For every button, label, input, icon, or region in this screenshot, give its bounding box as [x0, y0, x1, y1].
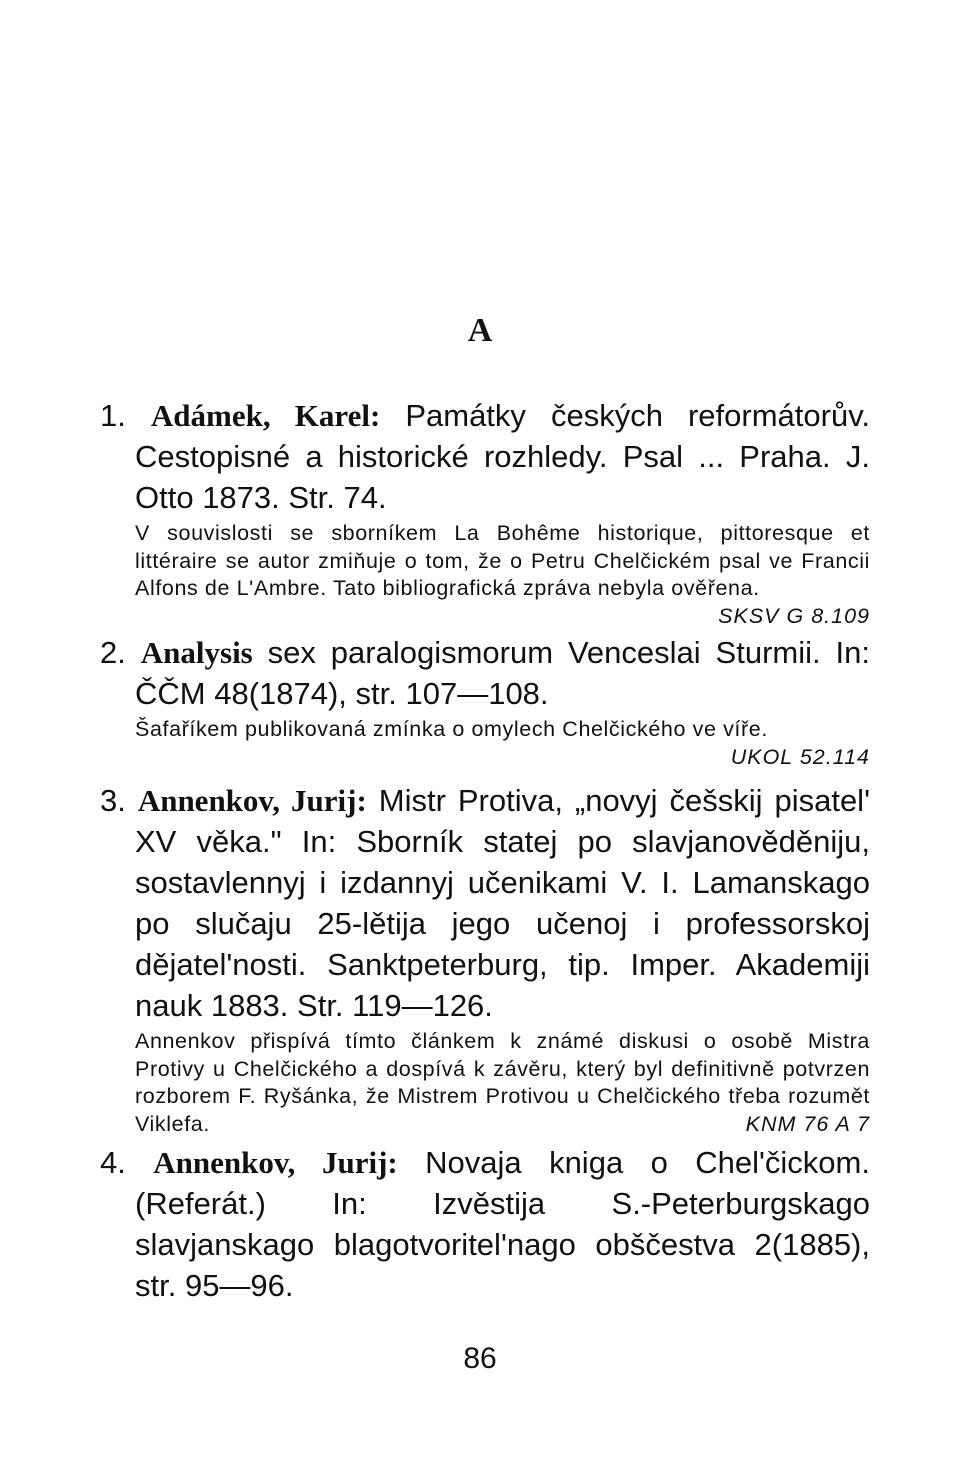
bibliography-entry [100, 780, 870, 1138]
section-letter: A [467, 312, 493, 349]
entry-author: Annenkov, Jurij: [153, 1145, 398, 1180]
entry-text: Památky českých reformátorův. Cestopisné a historické rozhledy. Psal ... Praha. J. Otto 1873. Str. 74. [135, 398, 871, 515]
entry-number: 3. [100, 783, 126, 818]
entry-text: Novaja kniga o Chel'čickom. (Referát.) In: Izvěstija S.-Peterburgskago slavjanskago blagotvoritel'nago obščestva 2(1885), str. 95—96. [135, 1145, 870, 1303]
entry-author: Analysis [140, 635, 253, 670]
entry-author: Adámek, Karel: [150, 398, 381, 433]
entry-number: 1. [100, 398, 126, 433]
entry-note-text: Šafaříkem publikovaná zmínka o omylech Chelčického ve víře. [135, 717, 768, 741]
page-number: 86 [463, 1342, 497, 1375]
entry-signature: KNM 76 A 7 [745, 1111, 870, 1136]
entry-annotation [100, 716, 870, 744]
entry-citation [100, 780, 870, 1026]
entry-number: 2. [100, 635, 126, 670]
bibliography-entry [100, 1142, 870, 1306]
entry-citation [100, 632, 870, 714]
bibliography-entry [100, 632, 870, 771]
entry-citation [100, 1142, 870, 1306]
entry-note-text: V souvislosti se sborníkem La Bohême historique, pittoresque et littéraire se autor zmiňuje o tom, že o Petru Chelčickém psal ve Francii Alfons de L'Ambre. Tato bibliografická zpráva nebyla ověřena. [135, 521, 870, 600]
entry-citation [100, 395, 870, 518]
bibliography-entry [100, 395, 870, 630]
entry-text: Mistr Protiva, „novyj češskij pisatel' XV věka." In: Sborník statej po slavjanověděniju, sostavlennyj i izdannyj učenikami V. I. Lamanskago po slučaju 25-lětija jego učenoj i professorskoj dějatel'nosti. Sanktpeterburg, tip. Imper. Akademiji nauk 1883. Str. 119—126. [135, 783, 870, 1023]
entry-annotation [100, 1028, 870, 1138]
entry-annotation [100, 520, 870, 603]
entry-number: 4. [100, 1145, 126, 1180]
entry-author: Annenkov, Jurij: [137, 783, 367, 818]
entry-signature: UKOL 52.114 [730, 744, 870, 769]
entry-signature: SKSV G 8.109 [718, 603, 870, 628]
entry-note-text: Annenkov přispívá tímto článkem k známé diskusi o osobě Mistra Protivy u Chelčického a dospívá k závěru, který byl definitivně potvrzen rozborem F. Ryšánka, že Mistrem Protivou u Chelčického třeba rozumět Viklefa. [135, 1029, 870, 1136]
entry-text: sex paralogismorum Venceslai Sturmii. In: ČČM 48(1874), str. 107—108. [135, 635, 870, 711]
